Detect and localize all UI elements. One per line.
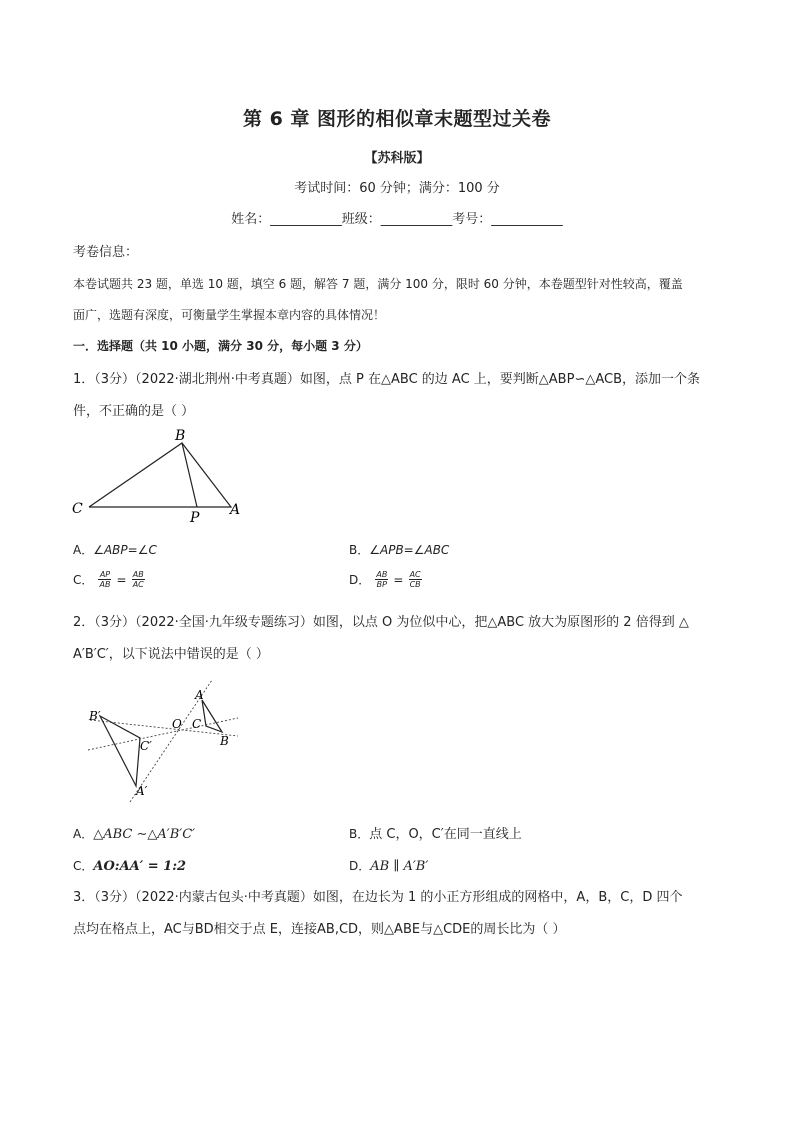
- q2-option-a: [73, 823, 195, 842]
- q2-label-c-prime: C′: [140, 739, 152, 753]
- q2-option-d-text: AB ∥ A′B′: [370, 859, 429, 874]
- exam-time: 考试时间：60 分钟；满分：100 分: [294, 181, 500, 196]
- q1-option-d-num-2: AC: [409, 570, 421, 579]
- info-line-2: 面广，选题有深度，可衡量学生掌握本章内容的具体情况！: [73, 308, 386, 322]
- q1-option-c-fraction-1: [98, 570, 111, 589]
- q2-option-d-label: D．: [349, 859, 371, 873]
- q1-option-a-text: ∠ABP=∠C: [93, 543, 157, 557]
- q2-option-a-label: A．: [73, 827, 94, 841]
- q2-label-a: A: [195, 688, 204, 702]
- edition-label: 【苏科版】: [364, 151, 430, 166]
- q1-option-c-fraction-2: [132, 570, 145, 589]
- q1-triangle-abc: [89, 443, 231, 507]
- info-heading: 考卷信息：: [73, 245, 139, 260]
- q1-label-a: A: [230, 502, 241, 518]
- q1-option-b: [349, 539, 449, 558]
- q2-option-b-label: B．: [349, 827, 370, 841]
- q1-option-c-num-2: AB: [132, 570, 144, 579]
- q1-option-d-den-1: BP: [376, 580, 387, 589]
- q1-option-d-den-2: CB: [409, 580, 421, 589]
- q2-option-c: [73, 855, 186, 874]
- q1-label-p: P: [190, 510, 200, 525]
- q2-option-c-label: C．: [73, 859, 94, 873]
- q2-label-o: O: [172, 717, 182, 731]
- q2-dashed-line-cc: [88, 718, 238, 750]
- q1-triangle-figure: [70, 425, 250, 525]
- q2-label-c: C: [192, 717, 202, 731]
- q1-option-c: [73, 569, 145, 589]
- q1-label-c: C: [72, 501, 83, 517]
- q2-option-d: [349, 855, 428, 874]
- q2-option-b: [349, 823, 522, 842]
- q2-label-b-prime: B′: [89, 709, 101, 723]
- q3-stem-line-1: 3．（3分）（2022·内蒙古包头·中考真题）如图，在边长为 1 的小正方形组成的网格中，A，B，C，D 四个: [73, 890, 683, 905]
- q1-option-d-num-1: AB: [376, 570, 388, 579]
- q1-option-d: [349, 569, 422, 589]
- q1-option-b-text: ∠APB=∠ABC: [369, 543, 450, 557]
- q2-option-a-text: △ABC ∼△A′B′C′: [93, 827, 196, 842]
- q2-triangle-a-b-c-prime: [100, 716, 140, 786]
- page-title: 第 6 章 图形的相似章末题型过关卷: [242, 108, 552, 130]
- q1-option-c-num-1: AP: [99, 570, 111, 579]
- q1-stem-line-1: 1．（3分）（2022·湖北荆州·中考真题）如图，点 P 在△ABC 的边 AC 上，要判断△ABP∽△ACB，添加一个条: [73, 372, 700, 387]
- q1-label-b: B: [175, 428, 186, 444]
- q2-homothety-figure: [70, 680, 250, 805]
- q1-option-d-fraction-1: [375, 570, 388, 589]
- q2-option-c-text: AO:AA′ = 1:2: [93, 859, 187, 874]
- q2-label-a-prime: A′: [136, 784, 148, 798]
- q2-stem-line-1: 2．（3分）（2022·全国·九年级专题练习）如图，以点 O 为位似中心，把△ABC 放大为原图形的 2 倍得到 △: [73, 615, 689, 630]
- q1-option-c-label: C．: [73, 573, 94, 587]
- q1-option-c-equals: =: [116, 573, 127, 587]
- q2-label-b: B: [220, 734, 229, 748]
- q1-option-c-den-1: AB: [99, 580, 111, 589]
- q1-option-c-den-2: AC: [132, 580, 144, 589]
- section-1-heading: 一．选择题（共 10 小题，满分 30 分，每小题 3 分）: [73, 339, 368, 353]
- q1-option-b-label: B．: [349, 543, 370, 557]
- q2-option-b-text: 点 C，O，C′在同一直线上: [369, 827, 522, 842]
- q2-triangle-abc: [202, 700, 222, 732]
- info-line-1: 本卷试题共 23 题，单选 10 题，填空 6 题，解答 7 题，满分 100 分，限时 60 分钟，本卷题型针对性较高，覆盖: [73, 277, 683, 291]
- student-fields: 姓名：___________班级：___________考号：___________: [231, 212, 563, 227]
- q1-option-d-equals: =: [393, 573, 404, 587]
- q1-option-d-fraction-2: [409, 570, 422, 589]
- q1-option-a: [73, 539, 157, 558]
- q1-option-a-label: A．: [73, 543, 94, 557]
- q1-stem-line-2: 件，不正确的是（ ）: [73, 404, 195, 419]
- q3-stem-line-2: 点均在格点上，AC与BD相交于点 E，连接AB,CD，则△ABE与△CDE的周长比为（ ）: [73, 922, 566, 937]
- q1-option-d-label: D．: [349, 573, 371, 587]
- q2-stem-line-2: A′B′C′，以下说法中错误的是（ ）: [73, 647, 269, 662]
